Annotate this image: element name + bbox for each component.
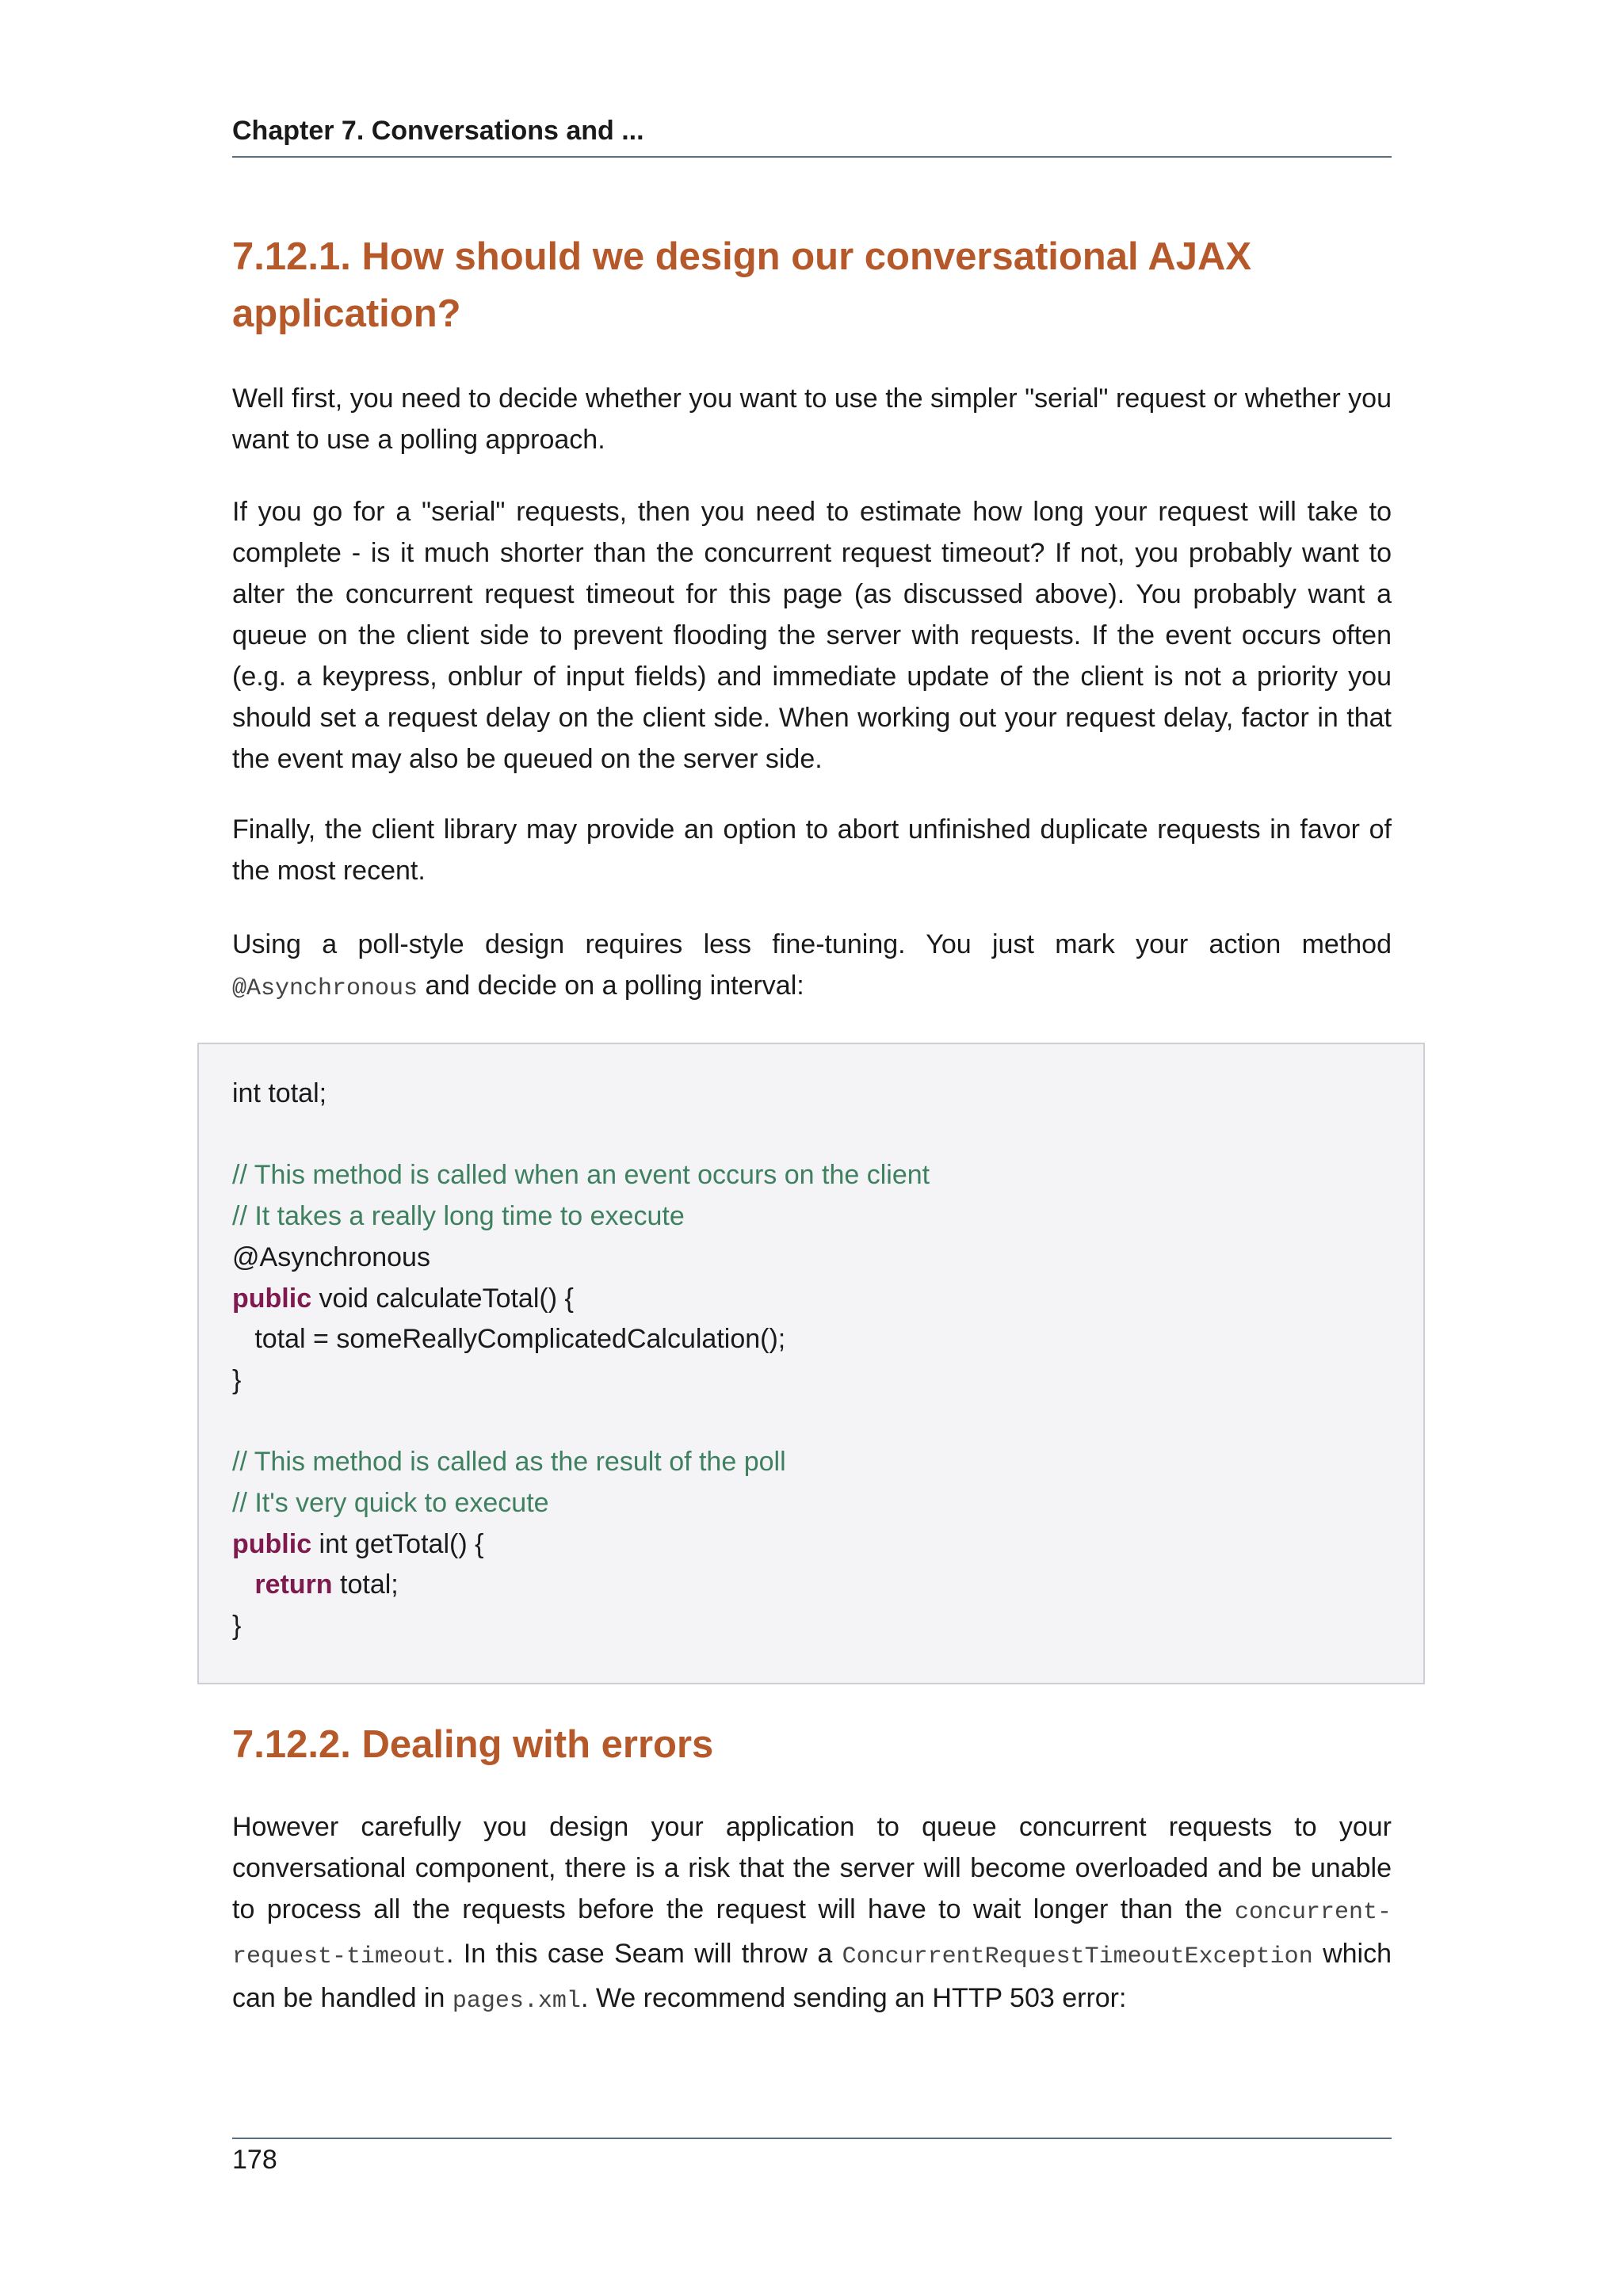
inline-code-asynchronous: @Asynchronous	[232, 975, 418, 1002]
section-heading-7-12-2: 7.12.2. Dealing with errors	[232, 1723, 714, 1766]
code-annotation: @Asynchronous	[232, 1241, 430, 1272]
errors-text-b: . In this case Seam will throw a	[446, 1939, 842, 1969]
code-line: total;	[332, 1569, 399, 1600]
page-number: 178	[232, 2145, 277, 2175]
code-keyword: public	[232, 1528, 312, 1559]
code-comment: // It's very quick to execute	[232, 1488, 549, 1519]
code-line: }	[232, 1364, 242, 1395]
running-header: Chapter 7. Conversations and ...	[232, 116, 644, 146]
poll-text-after: and decide on a polling interval:	[418, 971, 804, 1001]
code-line: void calculateTotal() {	[311, 1283, 574, 1314]
errors-text-a: However carefully you design your application to queue concurrent requests to your conversational component, there is a risk that the server will become overloaded and be unable to process all the requests before the request will have to wait longer than the	[232, 1812, 1392, 1924]
header-rule	[232, 156, 1392, 158]
errors-text-d: . We recommend sending an HTTP 503 error:	[580, 1983, 1127, 2013]
code-line: int getTotal() {	[311, 1528, 484, 1559]
code-comment: // This method is called when an event occurs on the client	[232, 1160, 930, 1191]
code-line: total = someReallyComplicatedCalculation();	[232, 1324, 786, 1355]
code-listing	[232, 1074, 930, 1647]
inline-code-pages-xml: pages.xml	[452, 1988, 581, 2015]
section-heading-line1: 7.12.1. How should we design our conversational AJAX	[232, 235, 1252, 278]
code-line: }	[232, 1611, 242, 1642]
inline-code-exception-class: ConcurrentRequestTimeoutException	[842, 1943, 1313, 1970]
code-keyword: public	[232, 1283, 312, 1314]
poll-text-before: Using a poll-style design requires less fine-tuning. You just mark your action method	[232, 929, 1392, 959]
paragraph-client-library: Finally, the client library may provide an option to abort unfinished duplicate requests in favor of the most recent.	[232, 814, 1392, 886]
inline-code-concurrent-request-timeout: concurrent-request-timeout	[232, 1899, 1392, 1970]
code-indent	[232, 1569, 254, 1600]
section-heading-line2: application?	[232, 292, 461, 335]
code-comment: // This method is called as the result of the poll	[232, 1447, 786, 1478]
code-comment: // It takes a really long time to execute	[232, 1201, 685, 1232]
paragraph-intro: Well first, you need to decide whether you want to use the simpler "serial" request or whether you want to use a polling approach.	[232, 383, 1392, 455]
errors-text-c: which can be handled in	[232, 1939, 1392, 2013]
code-line: int total;	[232, 1078, 327, 1108]
paragraph-dealing-with-errors	[232, 1806, 1392, 2022]
code-keyword: return	[254, 1569, 333, 1600]
footer-rule	[232, 2138, 1392, 2139]
paragraph-poll-style	[232, 924, 1392, 1009]
paragraph-serial-requests: If you go for a "serial" requests, then you need to estimate how long your request will take to complete - is it much shorter than the concurrent request timeout? If not, you probably want to alter the concurrent request timeout for this page (as discussed above). You probably want a queue on the client side to prevent flooding the server with requests. If the event occurs often (e.g. a keypress, onblur of input fields) and immediate update of the client is not a priority you should set a request delay on the client side. When working out your request delay, factor in that the event may also be queued on the server side.	[232, 497, 1392, 774]
section-heading-7-12-1	[232, 228, 1392, 342]
